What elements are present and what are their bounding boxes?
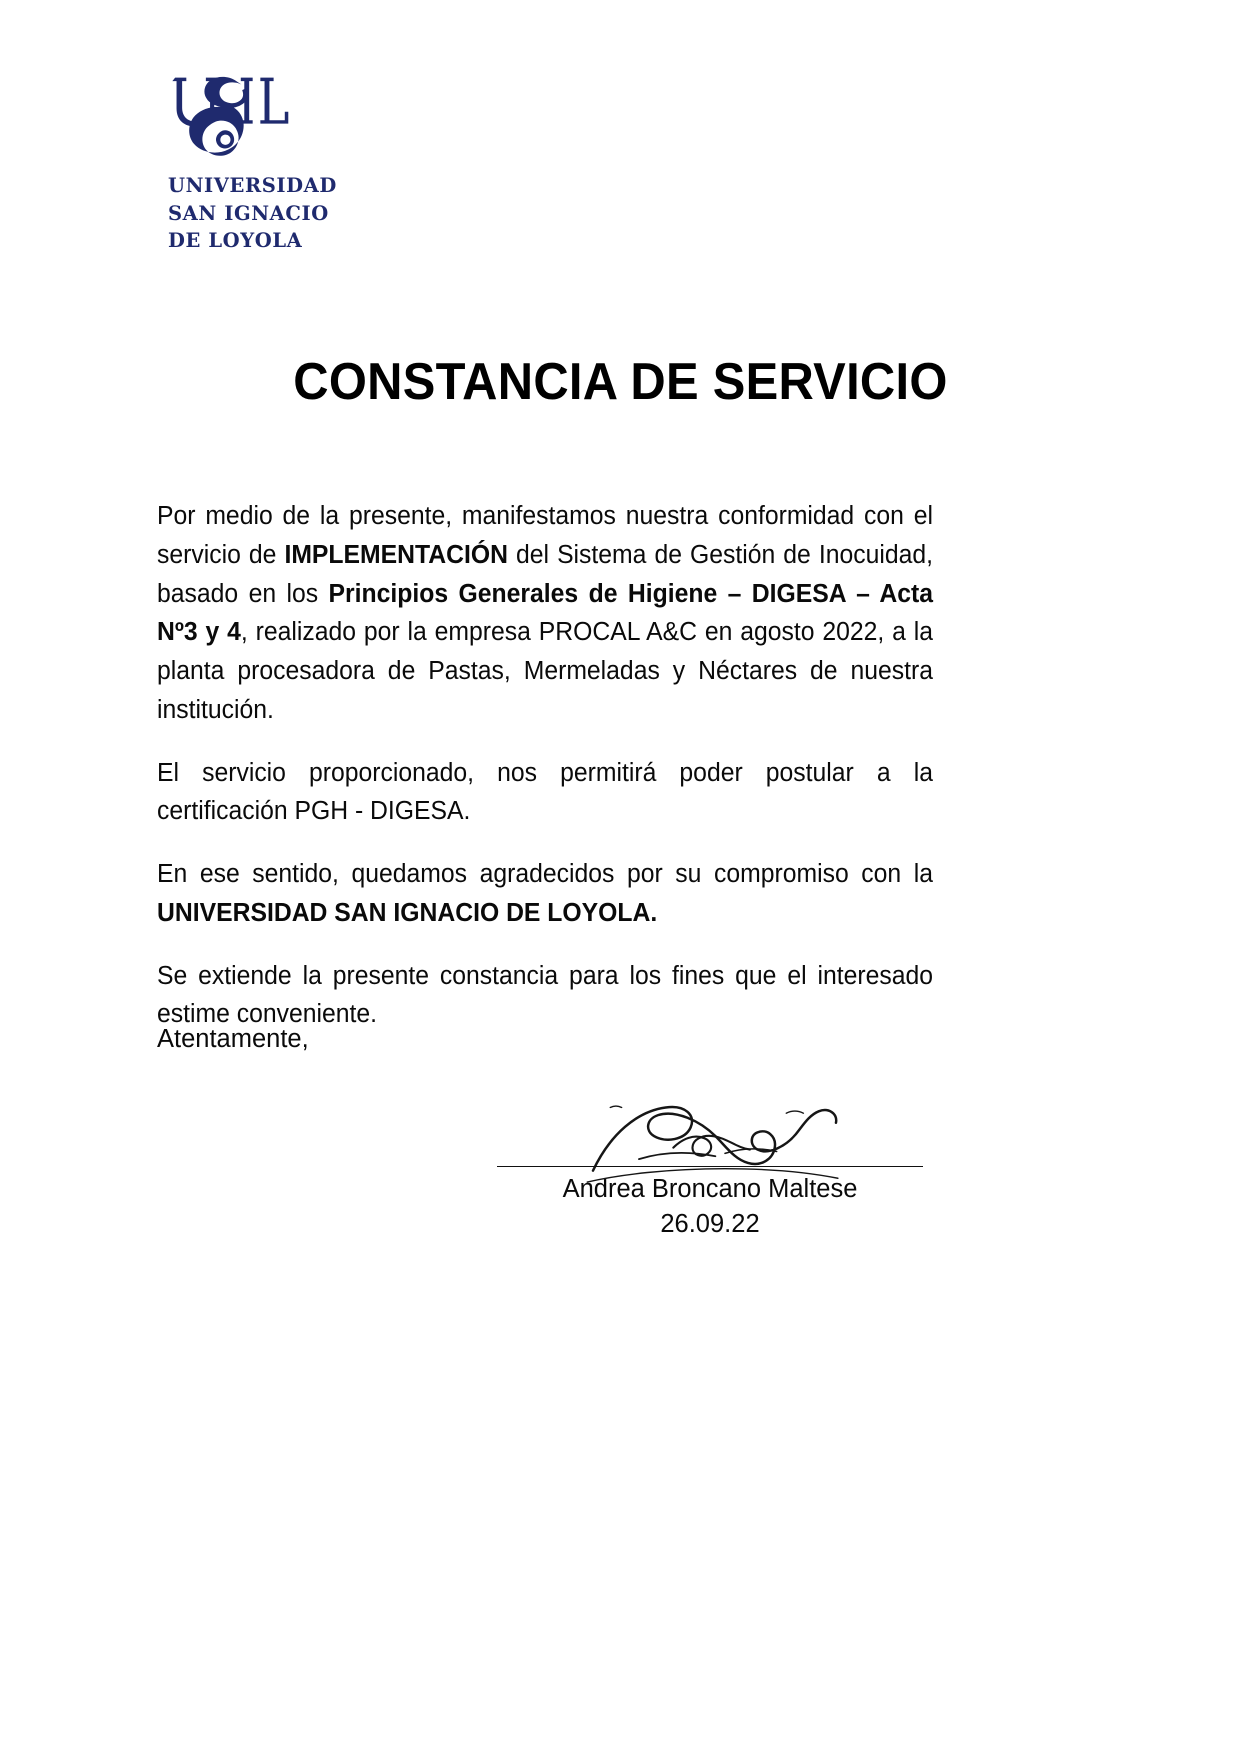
logo-line-universidad: UNIVERSIDAD — [168, 174, 337, 197]
signer-name: Andrea Broncano Maltese — [562, 1175, 858, 1203]
p1-segment-2: del Sistema de Gestión de Inocuidad, basado en los — [157, 540, 933, 608]
p1-segment-3: , realizado por la empresa PROCAL A&C en agosto 2022, a la planta procesadora de Pastas, Mermeladas y Néctares de nuestra institución. — [157, 618, 933, 724]
paragraph-4: Se extiende la presente constancia para los fines que el interesado estime conveniente. — [157, 961, 933, 1029]
logo-line-de-loyola: DE LOYOLA — [168, 229, 303, 253]
logo-line-san-ignacio: SAN IGNACIO — [168, 201, 329, 225]
document-body — [157, 497, 957, 1034]
signature-date: 26.09.22 — [660, 1210, 760, 1239]
p1-segment-1: Por medio de la presente, manifestamos nuestra conformidad con el servicio de — [157, 502, 933, 569]
signature-block — [490, 1098, 930, 1241]
closing-salutation: Atentamente, — [157, 1025, 309, 1053]
handwritten-signature-icon — [580, 1096, 870, 1184]
signature-line — [497, 1166, 923, 1167]
document-title: CONSTANCIA DE SERVICIO — [293, 353, 948, 411]
p1-bold-implementacion: IMPLEMENTACIÓN — [284, 540, 508, 569]
p3-bold-universidad: UNIVERSIDAD SAN IGNACIO DE LOYOLA. — [157, 898, 658, 927]
paragraph-1 — [157, 497, 933, 730]
paragraph-2: El servicio proporcionado, nos permitirá poder postular a la certificación PGH - DIGESA. — [157, 758, 933, 826]
usil-monogram-icon — [168, 72, 308, 160]
paragraph-3 — [157, 855, 933, 933]
logo-wordmark — [168, 172, 400, 255]
usil-logo — [160, 72, 400, 255]
p1-bold-principios: Principios Generales de Higiene – DIGESA – Acta Nº3 y 4 — [157, 579, 933, 647]
p3-segment-1: En ese sentido, quedamos agradecidos por su compromiso con la — [157, 860, 933, 888]
